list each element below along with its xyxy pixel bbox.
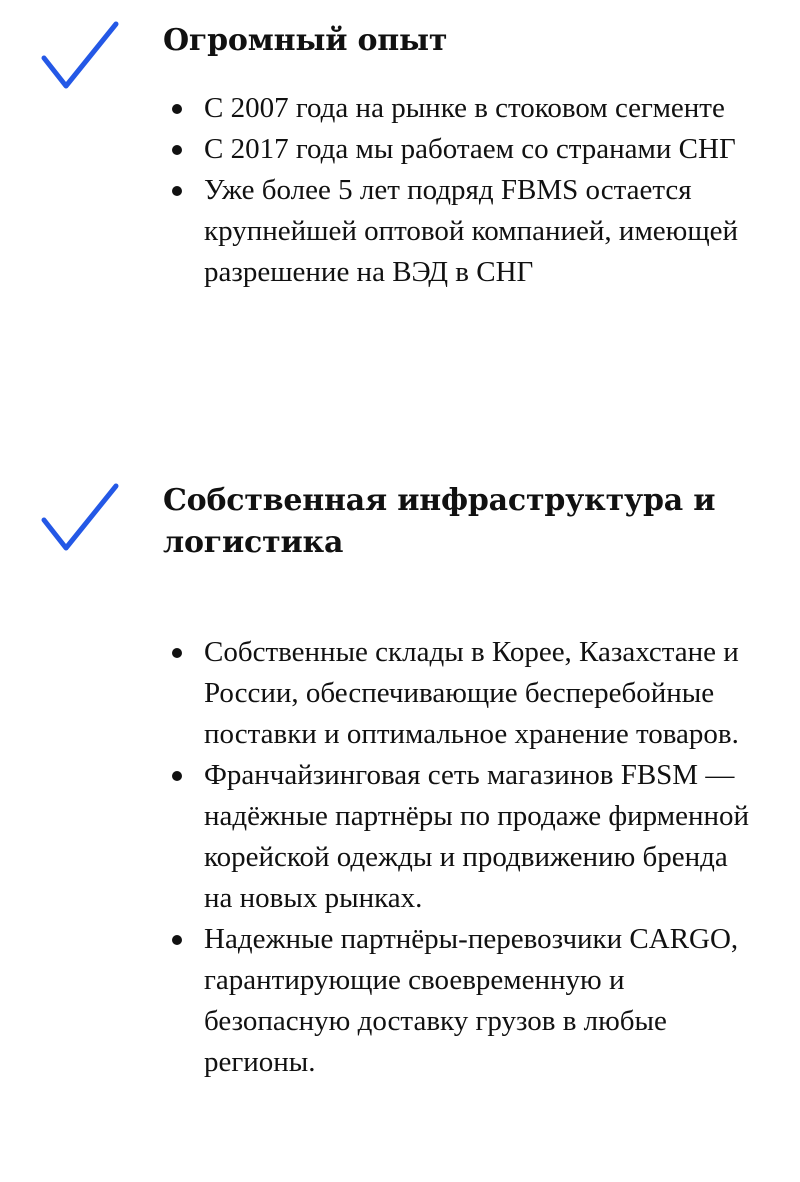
bullet-list	[0, 88, 800, 293]
checkmark-icon	[38, 20, 122, 94]
bullet-dot	[172, 935, 182, 945]
list-item-text: С 2017 года мы работаем со странами СНГ	[204, 133, 736, 165]
list-item-text: Уже более 5 лет подряд FBMS остается крупнейшей оптовой компанией, имеющей разрешение на ВЭД в СНГ	[204, 174, 739, 288]
bullet-dot	[172, 648, 182, 658]
list-item-text: С 2007 года на рынке в стоковом сегменте	[204, 92, 725, 124]
list-item	[0, 129, 800, 170]
list-item	[0, 755, 800, 919]
list-item-text: Надежные партнёры-перевозчики CARGO, гарантирующие своевременную и безопасную доставку грузов в любые регионы.	[204, 923, 739, 1078]
bullet-dot	[172, 104, 182, 114]
section-title: Огромный опыт	[163, 23, 448, 58]
bullet-dot	[172, 771, 182, 781]
list-item	[0, 170, 800, 293]
list-item-text: Франчайзинговая сеть магазинов FBSM — надёжные партнёры по продаже фирменной корейской одежды и продвижению бренда на новых рынках.	[204, 759, 749, 914]
bullet-dot	[172, 145, 182, 155]
list-item	[0, 88, 800, 129]
list-item-text: Собственные склады в Корее, Казахстане и России, обеспечивающие бесперебойные поставки и оптимальное хранение товаров.	[204, 636, 739, 750]
bullet-list	[0, 632, 800, 1083]
list-item	[0, 632, 800, 755]
list-item	[0, 919, 800, 1083]
bullet-dot	[172, 186, 182, 196]
section-title: Собственная инфраструктура и логистика	[163, 483, 716, 560]
checkmark-icon	[38, 482, 122, 556]
